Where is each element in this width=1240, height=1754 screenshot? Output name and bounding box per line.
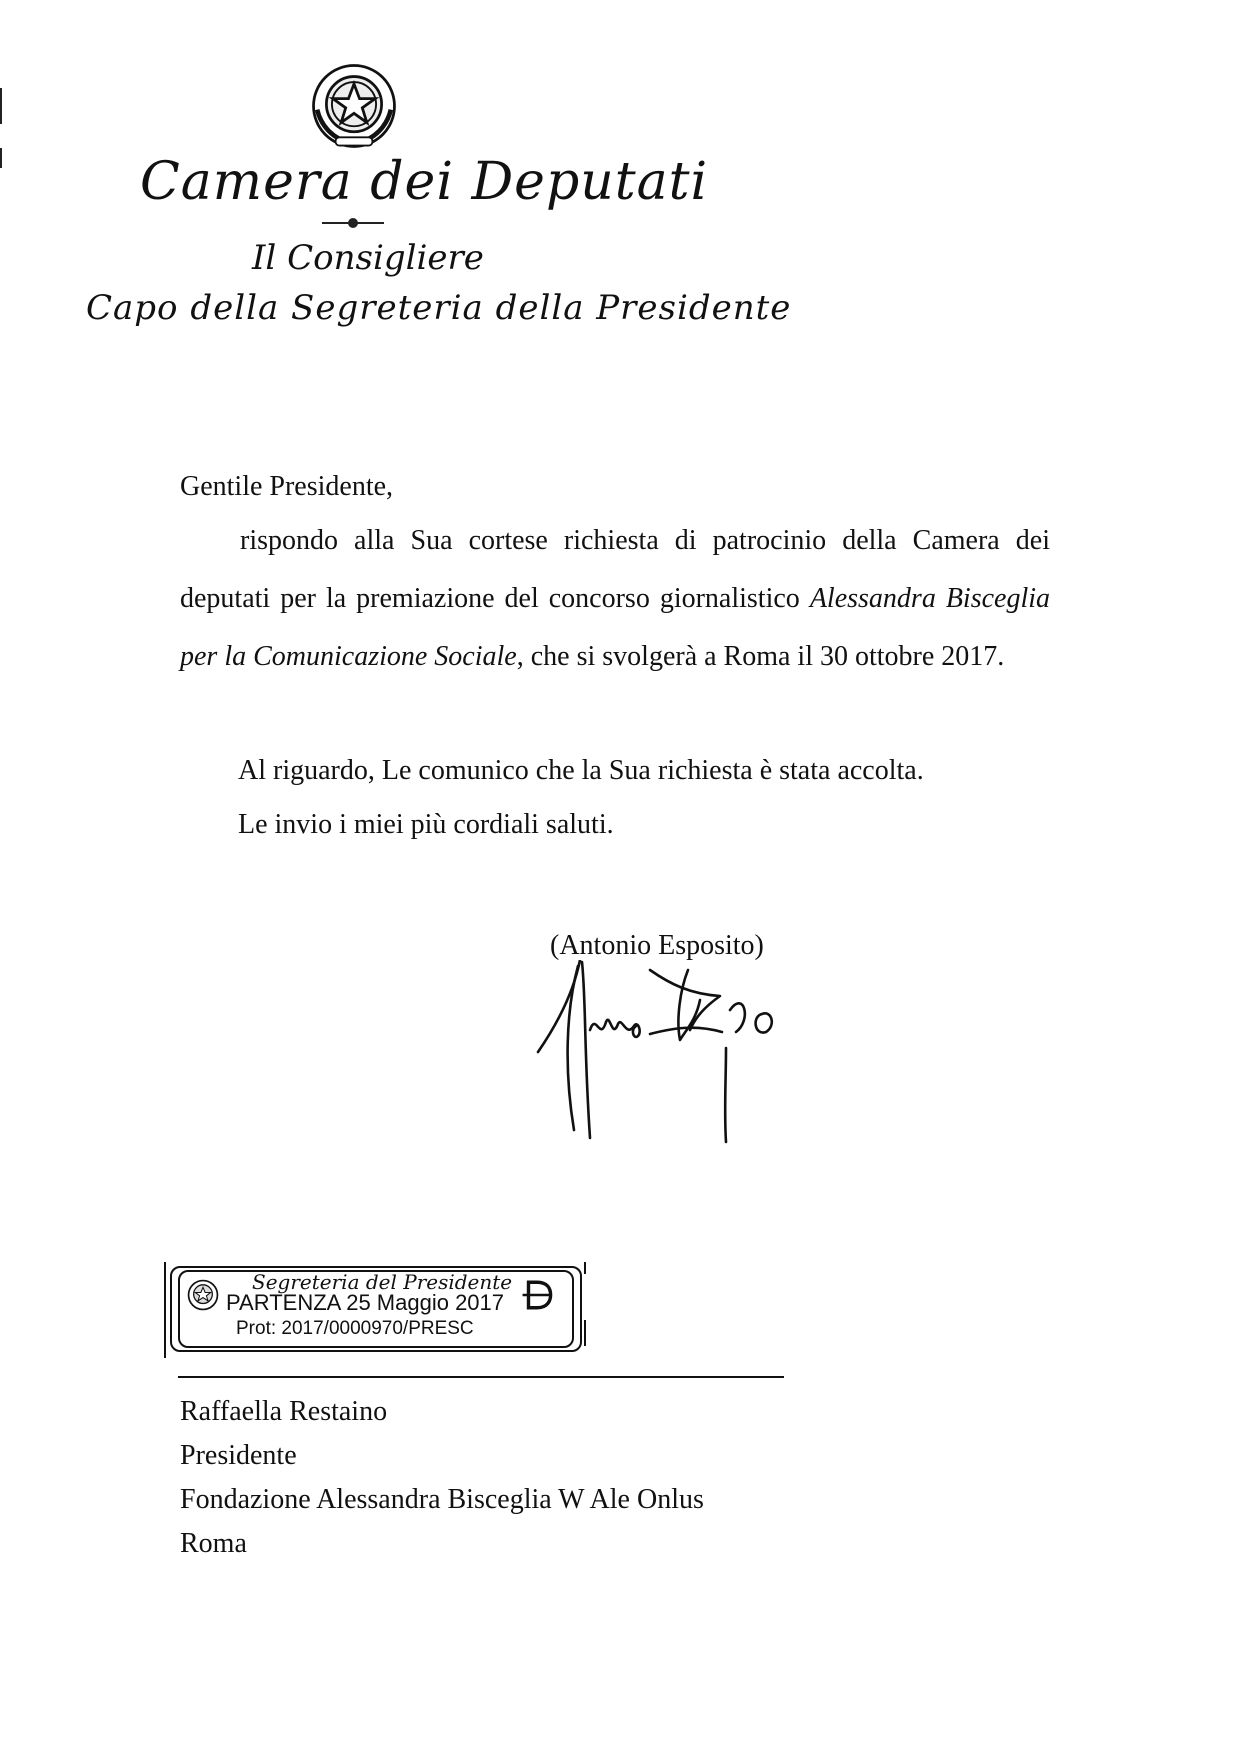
stamp-scan-mark [164, 1262, 166, 1358]
letter-paragraph-2: Al riguardo, Le comunico che la Sua richiesta è stata accolta. [238, 755, 924, 786]
stamp-protocol-number: Prot: 2017/0000970/PRESC [236, 1318, 474, 1339]
closing: Le invio i miei più cordiali saluti. [238, 809, 614, 840]
italian-republic-emblem-icon [308, 60, 400, 152]
recipient-address [180, 1390, 704, 1566]
italian-republic-emblem-icon [186, 1278, 220, 1312]
salutation: Gentile Presidente, [180, 471, 394, 502]
recipient-organization: Fondazione Alessandra Bisceglia W Ale Onlus [180, 1484, 704, 1515]
scan-mark [0, 88, 2, 124]
address-divider [178, 1376, 784, 1378]
stamp-scan-mark [584, 1262, 586, 1274]
stamp-departure-date: PARTENZA 25 Maggio 2017 [226, 1290, 505, 1315]
recipient-name: Raffaella Restaino [180, 1396, 388, 1427]
signatory-name: (Antonio Esposito) [550, 930, 764, 961]
stamp-office: Segreteria del Presidente [252, 1270, 513, 1294]
letter-paragraph-1 [180, 512, 1050, 686]
award-name: Alessandra Bisceglia per la Comunicazione Sociale [180, 583, 1051, 672]
recipient-title: Presidente [180, 1440, 297, 1471]
scan-mark [0, 148, 2, 168]
sender-role: Il Consigliere [252, 238, 484, 278]
sender-office: Capo della Segreteria della Presidente [86, 288, 792, 328]
handwritten-signature [530, 960, 810, 1150]
paragraph-1-outro: , che si svolgerà a Roma il 30 ottobre 2017. [516, 641, 1005, 672]
header-divider-dot [348, 218, 358, 228]
recipient-city: Roma [180, 1528, 247, 1559]
camera-logo-icon [520, 1278, 554, 1312]
paragraph-1-intro: rispondo alla Sua cortese richiesta di patrocinio della Camera dei deputati per la premiazione del concorso giornalistico [180, 525, 1050, 614]
stamp-scan-mark [584, 1320, 586, 1346]
institution-name: Camera dei Deputati [140, 152, 709, 212]
